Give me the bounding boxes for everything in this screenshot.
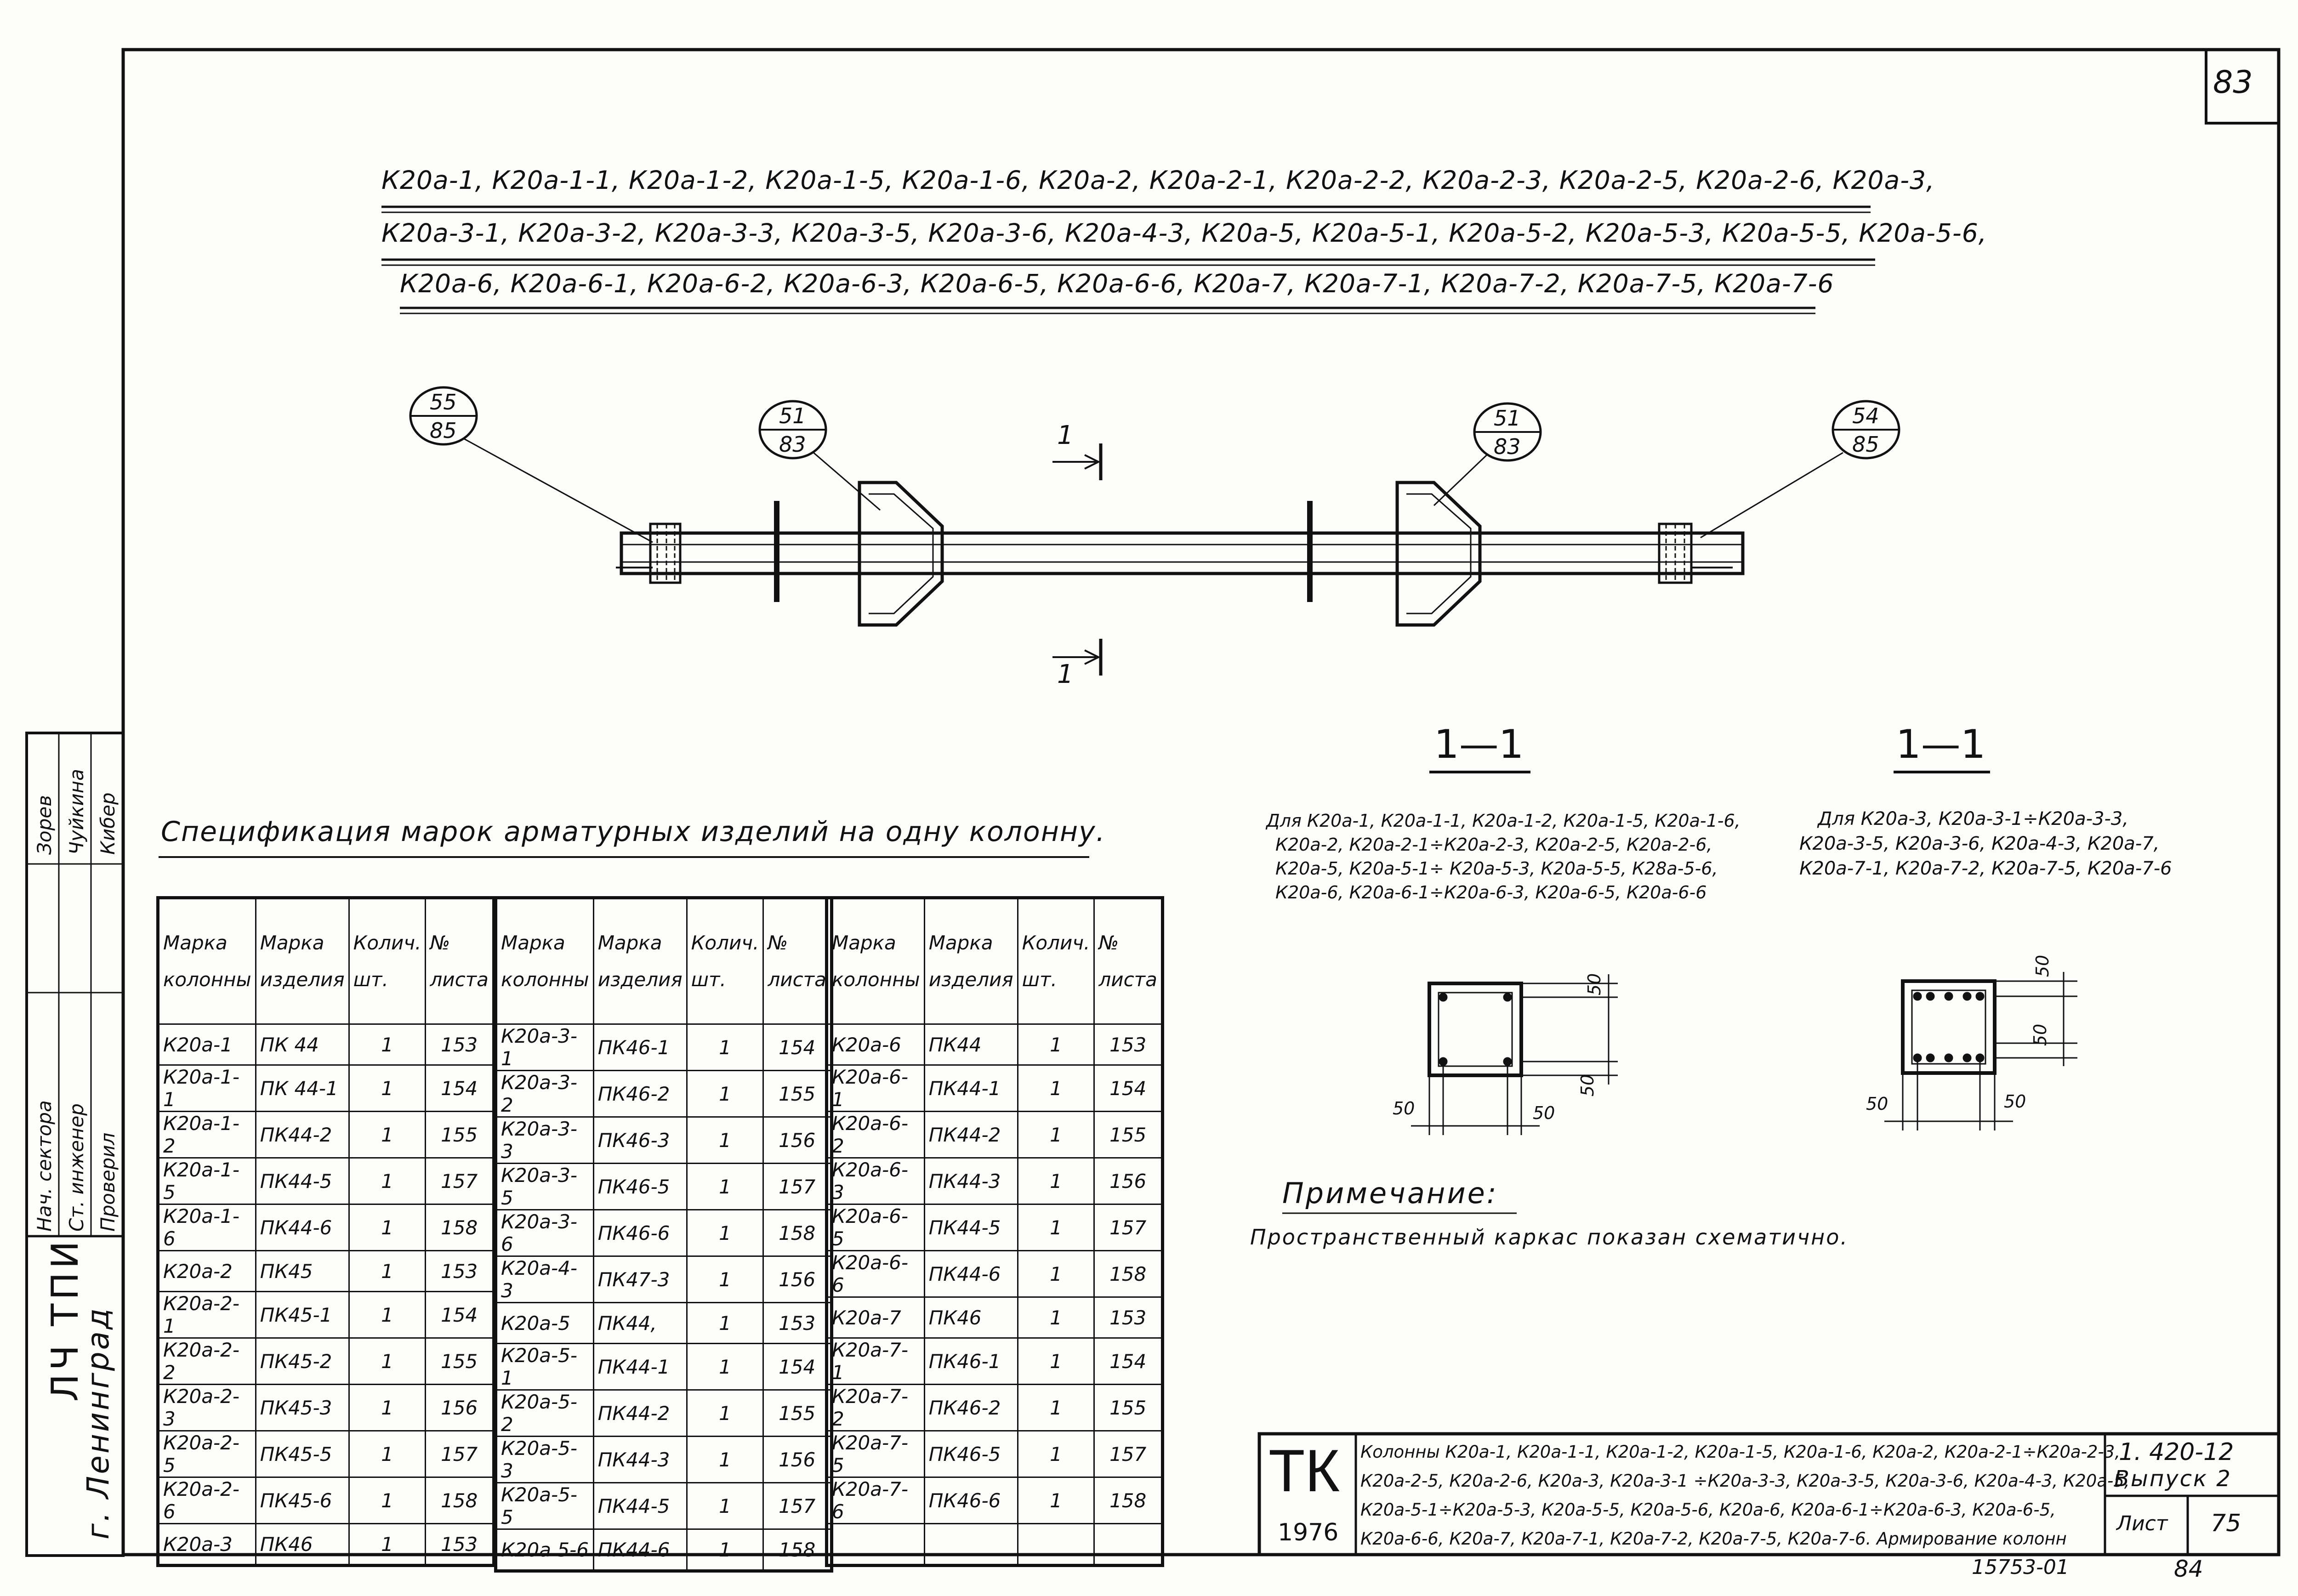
title-series: 1. 420-12 [2119,1438,2234,1466]
table-row [158,1292,494,1338]
cross-section-right [1884,972,2077,1130]
cell-item-mark: ПК44-3 [593,1437,687,1483]
col-header-quantity: Колич. шт. [1018,898,1094,1024]
table-row [496,1390,832,1437]
note-title: Примечание: [1282,1176,1498,1210]
col-header-sheet: № листа [1094,898,1162,1024]
cell-quantity: 1 [687,1210,763,1256]
callout-2-top: 51 [779,403,806,428]
cell-column-mark: К20а-2 [158,1251,256,1292]
cell-quantity: 1 [1018,1158,1094,1204]
cell-quantity [1018,1524,1094,1566]
table-row [158,1338,494,1385]
cell-quantity: 1 [349,1204,426,1251]
cell-column-mark: К20а-1-2 [158,1112,256,1158]
cell-column-mark: К20а-7-1 [827,1338,925,1385]
cell-item-mark: ПК46 [256,1524,349,1566]
cell-item-mark [924,1524,1018,1566]
cell-item-mark: ПК46-1 [593,1024,687,1071]
callout-4-bottom: 85 [1852,432,1879,457]
cell-quantity: 1 [1018,1297,1094,1338]
cell-sheet: 153 [763,1303,831,1344]
cell-sheet: 153 [426,1251,494,1292]
table-row [158,1385,494,1431]
cell-column-mark: К20а-3-6 [496,1210,594,1256]
cell-column-mark: К20а-7-2 [827,1385,925,1431]
cell-quantity: 1 [349,1112,426,1158]
cell-item-mark: ПК46-5 [593,1164,687,1210]
spec-table-2 [494,896,833,1573]
cell-sheet: 156 [426,1385,494,1431]
cell-column-mark: К20а-6-5 [827,1204,925,1251]
cell-column-mark: К20а-2-2 [158,1338,256,1385]
cell-item-mark: ПК44, [593,1303,687,1344]
footer-page: 84 [2174,1556,2203,1582]
cell-sheet: 157 [1094,1431,1162,1477]
cell-column-mark: К20а-6-6 [827,1251,925,1297]
cell-sheet: 153 [1094,1024,1162,1065]
section-cut-markers [1052,443,1101,676]
callout-1-top: 55 [430,390,457,415]
cell-item-mark: ПК46-3 [593,1117,687,1164]
table-row [827,1431,1163,1477]
stamp-name-checker: Кибер [97,792,119,855]
col-header-sheet: № листа [426,898,494,1024]
table-row [496,1164,832,1210]
cell-column-mark: К20а-1-6 [158,1204,256,1251]
cell-quantity: 1 [687,1256,763,1303]
table-row [496,1256,832,1303]
cell-item-mark: ПК45-2 [256,1338,349,1385]
table-row [827,1297,1163,1338]
cell-column-mark: К20а-7 [827,1297,925,1338]
cell-sheet: 155 [1094,1112,1162,1158]
cell-quantity: 1 [1018,1024,1094,1065]
cell-quantity: 1 [687,1071,763,1117]
cell-quantity: 1 [1018,1385,1094,1431]
stamp-role-head: Нач. сектора [33,1100,56,1232]
cell-column-mark: К20а-5 [496,1303,594,1344]
cell-column-mark [827,1524,925,1566]
cell-sheet: 155 [426,1338,494,1385]
title-issue: Выпуск 2 [2114,1466,2232,1492]
cross-section-left [1411,974,1618,1135]
cell-column-mark: К20а-2-6 [158,1477,256,1524]
cell-quantity: 1 [1018,1065,1094,1112]
table-row [827,1338,1163,1385]
cell-column-mark: К20а-3-2 [496,1071,594,1117]
col-header-quantity: Колич. шт. [687,898,763,1024]
cell-sheet: 153 [426,1524,494,1566]
cell-item-mark: ПК46-6 [924,1477,1018,1524]
table-row [827,1065,1163,1112]
cell-sheet: 155 [763,1390,831,1437]
title-sheet-label: Лист [2116,1512,2168,1535]
cell-sheet: 154 [763,1024,831,1071]
dim-right-bottom-r: 50 [2004,1091,2026,1112]
col-header-column-mark: Марка колонны [158,898,256,1024]
callout-bubbles [410,387,1899,542]
spec-table-3-body [827,1024,1163,1566]
cell-quantity: 1 [349,1431,426,1477]
table-row [827,1251,1163,1297]
cell-sheet: 154 [426,1292,494,1338]
col-header-item-mark: Марка изделия [593,898,687,1024]
table-row [496,1024,832,1071]
stamp-name-head: Зорев [33,795,56,855]
cell-item-mark: ПК45 [256,1251,349,1292]
section-left-caption: Для К20а-1, К20а-1-1, К20а-1-2, К20а-1-5, К20а-1-6, К20а-2, К20а-2-1÷К20а-2-3, К20а-2-5, К20а-2-6, К20а-5, К20а-5-1÷ К20а-5-3, К20а-5-5, К28а-5-6, К20а-6, К20а-6-1÷К20а-6-3, К20а-6-5, К20а-6-6 [1266,811,1741,903]
cell-sheet: 155 [1094,1385,1162,1431]
cell-item-mark: ПК44-5 [924,1204,1018,1251]
col-header-column-mark: Марка колонны [827,898,925,1024]
table-row [496,1071,832,1117]
table-row [158,1524,494,1566]
cell-sheet: 158 [426,1204,494,1251]
spec-table-2-body [496,1024,832,1571]
cell-column-mark: К20а 5-6 [496,1529,594,1571]
table-row [827,1112,1163,1158]
cell-quantity: 1 [349,1477,426,1524]
col-header-quantity: Колич. шт. [349,898,426,1024]
table-row [496,1437,832,1483]
table-row [158,1112,494,1158]
spec-table-1 [156,896,495,1567]
cell-quantity: 1 [349,1524,426,1566]
spec-header-row [827,898,1163,1024]
table-row [827,1524,1163,1566]
cell-column-mark: К20а-6 [827,1024,925,1065]
cell-column-mark: К20а-5-2 [496,1390,594,1437]
cell-sheet: 158 [426,1477,494,1524]
dim-left-top: 50 [1584,973,1605,996]
cell-quantity: 1 [687,1483,763,1529]
title-logo: ТК [1268,1437,1340,1504]
cell-column-mark: К20а-2-5 [158,1431,256,1477]
cell-sheet: 156 [1094,1158,1162,1204]
cell-quantity: 1 [687,1344,763,1390]
section-mark-top: 1 [1057,420,1074,450]
table-row [827,1204,1163,1251]
cell-sheet: 153 [426,1024,494,1065]
stamp-city: г. Ленинград [80,1306,116,1539]
cell-item-mark: ПК 44-1 [256,1065,349,1112]
spec-header-row [496,898,832,1024]
table-row [827,1024,1163,1065]
cell-item-mark: ПК44-2 [593,1390,687,1437]
cell-sheet: 157 [1094,1204,1162,1251]
dim-right-mid: 50 [2030,1023,2051,1046]
table-row [827,1385,1163,1431]
dim-right-top: 50 [2032,954,2053,977]
table-row [496,1303,832,1344]
cell-quantity: 1 [1018,1112,1094,1158]
cell-quantity: 1 [1018,1477,1094,1524]
table-row [158,1065,494,1112]
cell-quantity: 1 [349,1251,426,1292]
col-header-item-mark: Марка изделия [256,898,349,1024]
cell-column-mark: К20а-3 [158,1524,256,1566]
cell-quantity: 1 [687,1164,763,1210]
table-row [158,1477,494,1524]
cell-column-mark: К20а-3-1 [496,1024,594,1071]
cell-quantity: 1 [349,1338,426,1385]
cell-sheet: 156 [763,1117,831,1164]
cell-sheet: 157 [426,1431,494,1477]
col-header-item-mark: Марка изделия [924,898,1018,1024]
cell-column-mark: К20а-2-3 [158,1385,256,1431]
cell-item-mark: ПК44-6 [593,1529,687,1571]
cell-item-mark: ПК46-1 [924,1338,1018,1385]
section-title-left: 1—1 [1434,721,1524,767]
callout-3-bottom: 83 [1494,434,1521,459]
cell-quantity: 1 [349,1024,426,1065]
table-row [496,1210,832,1256]
heading-line-2: К20а-3-1, К20а-3-2, К20а-3-3, К20а-3-5, К20а-3-6, К20а-4-3, К20а-5, К20а-5-1, К20а-5-2, К20а-5-3, К20а-5-5, К20а-5-6, [381,218,1987,248]
stamp-role-engineer: Ст. инженер [65,1103,88,1232]
cell-item-mark: ПК44-2 [924,1112,1018,1158]
cell-item-mark: ПК45-5 [256,1431,349,1477]
cell-quantity: 1 [687,1024,763,1071]
table-row [158,1024,494,1065]
cell-sheet: 154 [1094,1338,1162,1385]
heading-line-3: К20а-6, К20а-6-1, К20а-6-2, К20а-6-3, К20а-6-5, К20а-6-6, К20а-7, К20а-7-1, К20а-7-2, К20а-7-5, К20а-7-6 [400,269,1834,298]
cell-quantity: 1 [1018,1431,1094,1477]
table-row [158,1251,494,1292]
cell-item-mark: ПК 44 [256,1024,349,1065]
spec-title: Спецификация марок арматурных изделий на одну колонну. [161,816,1106,848]
cell-item-mark: ПК44-6 [256,1204,349,1251]
cell-sheet: 158 [1094,1251,1162,1297]
cell-quantity: 1 [1018,1338,1094,1385]
cell-quantity: 1 [687,1303,763,1344]
stamp-org-code: ЛЧ ТПИ [44,1237,86,1402]
cell-item-mark: ПК44-5 [256,1158,349,1204]
title-year: 1976 [1278,1519,1339,1546]
table-row [496,1483,832,1529]
cell-item-mark: ПК44-1 [593,1344,687,1390]
cell-column-mark: К20а-7-5 [827,1431,925,1477]
cell-sheet: 154 [426,1065,494,1112]
cell-column-mark: К20а-1 [158,1024,256,1065]
column-elevation [616,483,1743,625]
cell-item-mark: ПК44 [924,1024,1018,1065]
cell-column-mark: К20а-5-1 [496,1344,594,1390]
note-text: Пространственный каркас показан схематично. [1250,1225,1849,1250]
cell-item-mark: ПК46-2 [593,1071,687,1117]
cell-sheet: 154 [1094,1065,1162,1112]
section-title-right: 1—1 [1896,721,1986,767]
table-row [827,1158,1163,1204]
dim-right-bottom-l: 50 [1866,1094,1888,1114]
cell-sheet: 158 [1094,1477,1162,1524]
cell-column-mark: К20а-1-1 [158,1065,256,1112]
table-row [827,1477,1163,1524]
cell-sheet: 157 [763,1483,831,1529]
cell-quantity: 1 [687,1117,763,1164]
cell-column-mark: К20а-6-1 [827,1065,925,1112]
spec-table-1-body [158,1024,494,1566]
cell-column-mark: К20а-1-5 [158,1158,256,1204]
cell-sheet: 153 [1094,1297,1162,1338]
cell-item-mark: ПК45-3 [256,1385,349,1431]
section-mark-bottom: 1 [1057,659,1074,689]
callout-1-bottom: 85 [430,418,457,443]
col-header-sheet: № листа [763,898,831,1024]
cell-quantity: 1 [687,1529,763,1571]
cell-quantity: 1 [349,1385,426,1431]
dim-left-side: 50 [1577,1074,1598,1097]
table-row [158,1158,494,1204]
cell-column-mark: К20а-3-3 [496,1117,594,1164]
cell-item-mark: ПК46-2 [924,1385,1018,1431]
cell-sheet: 154 [763,1344,831,1390]
table-row [158,1204,494,1251]
cell-item-mark: ПК44-5 [593,1483,687,1529]
cell-item-mark: ПК44-2 [256,1112,349,1158]
inventory-number: 15753-01 [1972,1556,2069,1579]
heading-line-1: К20а-1, К20а-1-1, К20а-1-2, К20а-1-5, К20а-1-6, К20а-2, К20а-2-1, К20а-2-2, К20а-2-3, К20а-2-5, К20а-2-6, К20а-3, [381,165,1935,195]
cell-sheet: 157 [426,1158,494,1204]
callout-3-top: 51 [1494,406,1521,431]
cell-column-mark: К20а-5-3 [496,1437,594,1483]
cell-sheet: 158 [763,1210,831,1256]
title-sheet-number: 75 [2211,1510,2241,1537]
table-row [496,1344,832,1390]
callout-2-bottom: 83 [779,432,806,457]
cell-column-mark: К20а-2-1 [158,1292,256,1338]
cell-item-mark: ПК44-6 [924,1251,1018,1297]
cell-sheet: 155 [763,1071,831,1117]
dim-left-bottom-r: 50 [1533,1103,1555,1123]
cell-item-mark: ПК46-5 [924,1431,1018,1477]
cell-item-mark: ПК46 [924,1297,1018,1338]
stamp-name-engineer: Чуйкина [65,769,88,855]
cell-sheet: 156 [763,1437,831,1483]
stamp-role-checker: Проверил [97,1132,119,1232]
cell-quantity: 1 [687,1390,763,1437]
cell-sheet: 155 [426,1112,494,1158]
col-header-column-mark: Марка колонны [496,898,594,1024]
cell-column-mark: К20а-6-2 [827,1112,925,1158]
title-description: Колонны К20а-1, К20а-1-1, К20а-1-2, К20а-1-5, К20а-1-6, К20а-2, К20а-2-1÷К20а-2-3, К20а-2-5, К20а-2-6, К20а-3, К20а-3-1 ÷К20а-3-3, К20а-3-5, К20а-3-6, К20а-4-3, К20а-5, К20а-5-1÷К20а-5-3, К20а-5-5, К20а-5-6, К20а-6, К20а-6-1÷К20а-6-3, К20а-6-5, К20а-6-6, К20а-7, К20а-7-1, К20а-7-2, К20а-7-5, К20а-7-6. Армирование колонн [1360,1442,2130,1549]
spec-table-3 [825,896,1164,1567]
spec-header-row [158,898,494,1024]
cell-column-mark: К20а-5-5 [496,1483,594,1529]
cell-quantity: 1 [1018,1204,1094,1251]
dim-left-bottom-l: 50 [1393,1098,1415,1119]
cell-column-mark: К20а-6-3 [827,1158,925,1204]
page-number: 83 [2213,64,2253,101]
cell-item-mark: ПК44-1 [924,1065,1018,1112]
cell-sheet [1094,1524,1162,1566]
table-row [496,1117,832,1164]
cell-quantity: 1 [687,1437,763,1483]
table-row [496,1529,832,1571]
cell-item-mark: ПК45-1 [256,1292,349,1338]
cell-column-mark: К20а-7-6 [827,1477,925,1524]
cell-quantity: 1 [349,1065,426,1112]
cell-sheet: 157 [763,1164,831,1210]
cell-item-mark: ПК47-3 [593,1256,687,1303]
section-right-caption: Для К20а-3, К20а-3-1÷К20а-3-3, К20а-3-5, К20а-3-6, К20а-4-3, К20а-7, К20а-7-1, К20а-7-2, К20а-7-5, К20а-7-6 [1799,808,2172,879]
cell-item-mark: ПК45-6 [256,1477,349,1524]
table-row [158,1431,494,1477]
callout-4-top: 54 [1852,403,1879,428]
cell-quantity: 1 [349,1292,426,1338]
cell-quantity: 1 [1018,1251,1094,1297]
cell-item-mark: ПК44-3 [924,1158,1018,1204]
cell-sheet: 158 [763,1529,831,1571]
cell-item-mark: ПК46-6 [593,1210,687,1256]
cell-column-mark: К20а-4-3 [496,1256,594,1303]
cell-sheet: 156 [763,1256,831,1303]
cell-quantity: 1 [349,1158,426,1204]
cell-column-mark: К20а-3-5 [496,1164,594,1210]
